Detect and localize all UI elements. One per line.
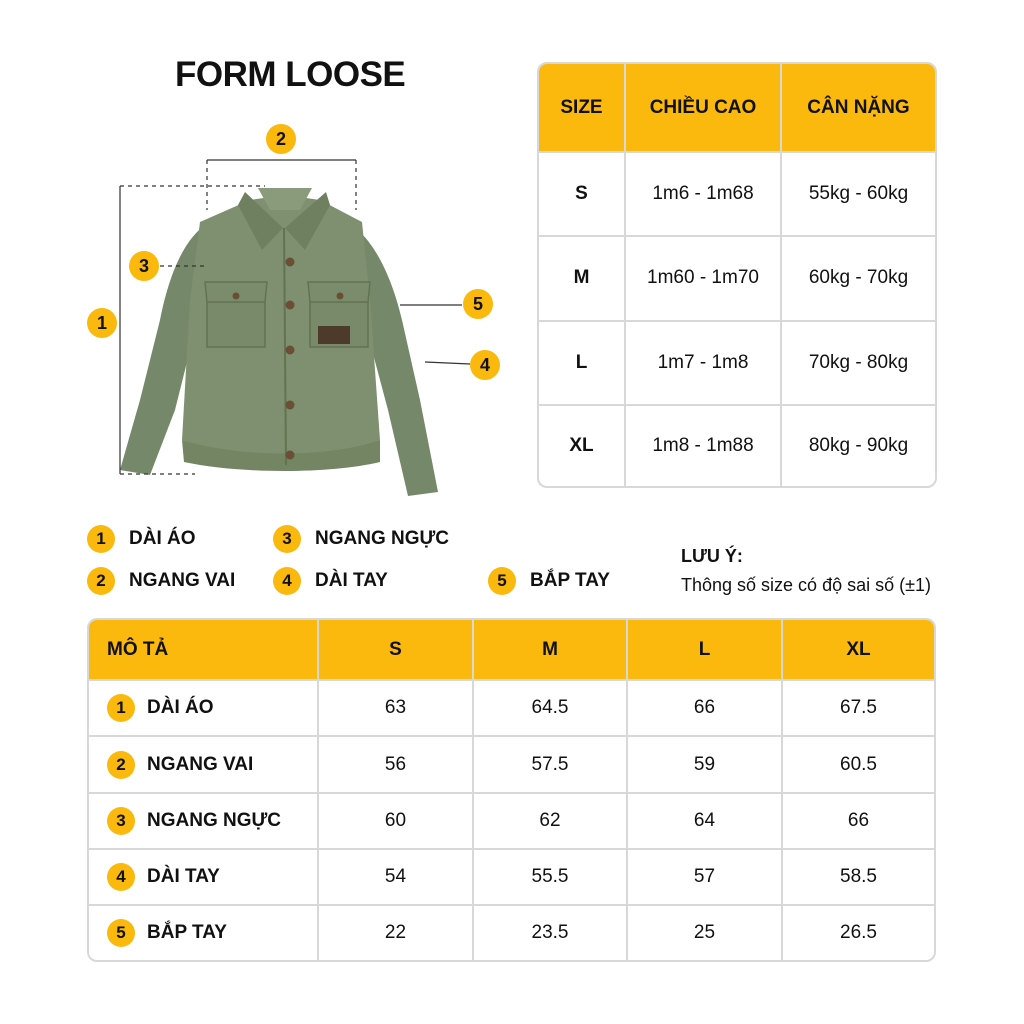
measurement-label: DÀI ÁO: [147, 697, 214, 719]
legend-label: NGANG NGỰC: [315, 528, 449, 549]
legend-item-dai-tay: [273, 567, 388, 595]
value-cell: 63: [318, 680, 473, 736]
table-row: [89, 849, 934, 905]
table-row: [539, 405, 935, 486]
value-cell: 55.5: [473, 849, 627, 905]
measurement-table-header: [89, 620, 934, 680]
description-cell: [89, 905, 318, 960]
callout-5-badge: 5: [463, 289, 493, 319]
size-chart-table: [537, 62, 937, 488]
measurement-label: NGANG NGỰC: [147, 809, 281, 831]
weight-cell: 80kg - 90kg: [808, 434, 909, 456]
table-row: [89, 680, 934, 736]
height-cell: 1m8 - 1m88: [625, 405, 781, 486]
number-badge: 3: [273, 525, 301, 553]
value-cell: 26.5: [840, 922, 877, 944]
number-badge: 2: [107, 751, 135, 779]
size-xl-header: XL: [782, 620, 934, 680]
description-cell: [89, 793, 318, 849]
description-cell: [89, 849, 318, 905]
page-title: FORM LOOSE: [175, 55, 406, 94]
measurement-label: DÀI TAY: [147, 866, 220, 888]
note-title: LƯU Ý:: [681, 546, 743, 566]
weight-header: CÂN NẶNG: [781, 64, 935, 152]
jacket-body: [120, 188, 438, 496]
measurement-table: [87, 618, 936, 962]
weight-cell: 60kg - 70kg: [781, 236, 935, 320]
number-badge: 4: [273, 567, 301, 595]
value-cell: 66: [627, 680, 782, 736]
value-cell: 59: [627, 736, 782, 792]
value-cell: 60: [318, 793, 473, 849]
legend-label: DÀI ÁO: [129, 528, 196, 549]
measurement-label: NGANG VAI: [147, 753, 254, 775]
number-badge: 3: [107, 807, 135, 835]
value-cell: 25: [627, 905, 782, 960]
legend-item-bap-tay: [488, 567, 610, 595]
legend-label: DÀI TAY: [315, 570, 388, 591]
weight-cell: 70kg - 80kg: [781, 321, 935, 405]
number-badge: 5: [488, 567, 516, 595]
value-cell: 60.5: [782, 736, 934, 792]
callout-1-badge: 1: [87, 308, 117, 338]
value-cell: 57.5: [473, 736, 627, 792]
size-l-header: L: [627, 620, 782, 680]
legend-label: NGANG VAI: [129, 570, 236, 591]
value-cell: 58.5: [782, 849, 934, 905]
jacket-illustration: [0, 0, 520, 510]
callout-3-badge: 3: [129, 251, 159, 281]
value-cell: 64: [627, 793, 782, 849]
size-cell: S: [539, 152, 625, 236]
value-cell: 54: [318, 849, 473, 905]
value-cell: 64.5: [473, 680, 627, 736]
table-row: [89, 736, 934, 792]
number-badge: 4: [107, 863, 135, 891]
number-badge: 2: [87, 567, 115, 595]
height-cell: 1m7 - 1m8: [625, 321, 781, 405]
table-row: [539, 236, 935, 320]
number-badge: 1: [87, 525, 115, 553]
description-header: MÔ TẢ: [89, 620, 318, 680]
measurement-label: BẮP TAY: [147, 922, 227, 944]
value-cell: 23.5: [473, 905, 627, 960]
height-cell: 1m60 - 1m70: [625, 236, 781, 320]
size-cell: XL: [539, 405, 625, 486]
callout-4-badge: 4: [470, 350, 500, 380]
size-cell: M: [539, 236, 625, 320]
size-m-header: M: [473, 620, 627, 680]
legend-item-ngang-vai: [87, 567, 235, 595]
description-cell: [89, 736, 318, 792]
value-cell: 56: [318, 736, 473, 792]
table-row: [89, 793, 934, 849]
height-header: CHIỀU CAO: [625, 64, 781, 152]
table-row: [539, 152, 935, 236]
table-row: [539, 321, 935, 405]
table-row: [89, 905, 934, 960]
value-cell: 57: [627, 849, 782, 905]
legend-label: BẮP TAY: [530, 570, 610, 591]
number-badge: 1: [107, 694, 135, 722]
value-cell: 66: [782, 793, 934, 849]
value-cell: 22: [318, 905, 473, 960]
size-header: SIZE: [539, 64, 625, 152]
size-table-header: [539, 64, 935, 152]
height-cell: 1m6 - 1m68: [625, 152, 781, 236]
legend-item-dai-ao: [87, 525, 196, 553]
weight-cell: 55kg - 60kg: [781, 152, 935, 236]
size-s-header: S: [318, 620, 473, 680]
legend-item-ngang-nguc: [273, 525, 449, 553]
value-cell: 62: [473, 793, 627, 849]
value-cell: 67.5: [782, 680, 934, 736]
description-cell: [89, 680, 318, 736]
size-cell: L: [539, 321, 625, 405]
number-badge: 5: [107, 919, 135, 947]
note-text: Thông số size có độ sai số (±1): [681, 575, 931, 595]
callout-2-badge: 2: [266, 124, 296, 154]
